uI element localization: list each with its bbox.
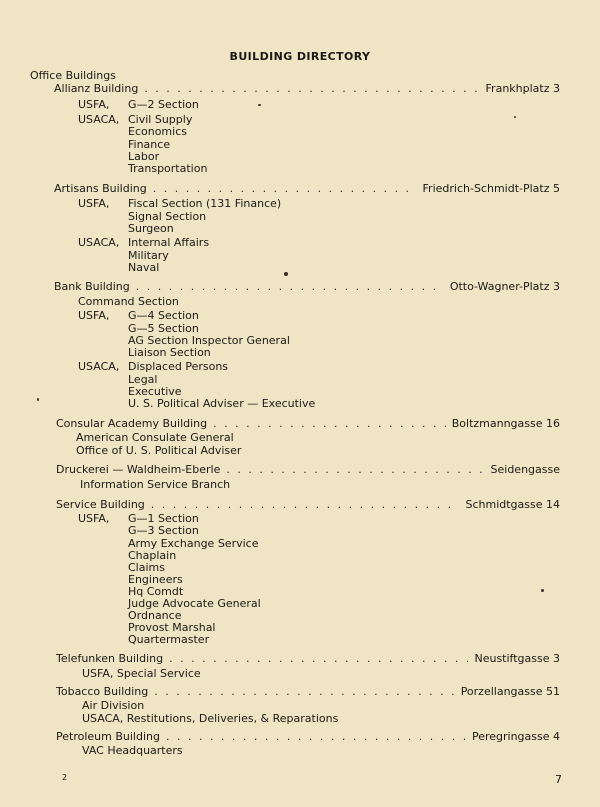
section-line: Information Service Branch	[80, 478, 231, 491]
section-line: Air Division	[82, 699, 145, 712]
building-entry-artisans	[54, 182, 560, 195]
paper-speck	[514, 116, 516, 118]
leader-dots	[144, 82, 479, 95]
section-line: G—3 Section	[128, 524, 199, 537]
building-name: Allianz Building	[54, 82, 139, 95]
section-line: Economics	[128, 125, 187, 138]
building-entry-allianz	[54, 82, 560, 95]
section-line: USACA, Restitutions, Deliveries, & Reparations	[82, 712, 339, 725]
section-line: Office of U. S. Political Adviser	[76, 444, 242, 457]
building-address: Peregringasse 4	[471, 730, 560, 743]
section-line: Command Section	[78, 295, 179, 308]
section-line: Ordnance	[128, 609, 182, 622]
section-line: U. S. Political Adviser — Executive	[128, 397, 316, 410]
leader-dots	[166, 730, 466, 743]
leader-dots	[169, 652, 468, 665]
building-name: Tobacco Building	[56, 685, 149, 698]
section-line: Liaison Section	[128, 346, 211, 359]
section-line: Finance	[128, 138, 171, 151]
building-name: Druckerei — Waldheim-Eberle	[56, 463, 221, 476]
section-line: AG Section Inspector General	[128, 334, 290, 347]
section-line: Transportation	[128, 162, 208, 175]
paper-speck	[258, 104, 261, 106]
leader-dots	[226, 463, 484, 476]
leader-dots	[136, 280, 444, 293]
building-address: Friedrich-Schmidt-Platz 5	[422, 182, 560, 195]
section-line: Chaplain	[128, 549, 177, 562]
building-entry-petroleum	[56, 730, 560, 743]
section-line: USACA, Internal Affairs	[78, 236, 210, 249]
section-line: USACA, Civil Supply	[78, 113, 193, 126]
section-line: USACA, Displaced Persons	[78, 360, 229, 373]
building-name: Service Building	[56, 498, 145, 511]
section-line: Labor	[128, 150, 160, 163]
leader-dots	[151, 498, 460, 511]
section-line: Provost Marshal	[128, 621, 216, 634]
building-name: Telefunken Building	[56, 652, 164, 665]
leader-dots	[153, 182, 417, 195]
section-line: Legal	[128, 373, 158, 386]
building-name: Bank Building	[54, 280, 130, 293]
building-entry-tobacco	[56, 685, 560, 698]
paper-speck	[541, 589, 544, 592]
building-entry-consular-academy	[56, 417, 560, 430]
section-line: VAC Headquarters	[82, 744, 183, 757]
building-address: Neustiftgasse 3	[474, 652, 560, 665]
building-entry-service	[56, 498, 560, 511]
building-address: Schmidtgasse 14	[465, 498, 560, 511]
building-name: Consular Academy Building	[56, 417, 208, 430]
section-line: Judge Advocate General	[128, 597, 261, 610]
section-line: Military	[128, 249, 169, 262]
section-line: Surgeon	[128, 222, 174, 235]
section-line: USFA, G—1 Section	[78, 512, 199, 525]
building-address: Boltzmanngasse 16	[451, 417, 560, 430]
building-name: Petroleum Building	[56, 730, 160, 743]
leader-dots	[213, 417, 446, 430]
section-line: Engineers	[128, 573, 183, 586]
leader-dots	[154, 685, 454, 698]
page-title: BUILDING DIRECTORY	[229, 50, 371, 63]
section-line: Executive	[128, 385, 182, 398]
section-line: American Consulate General	[76, 431, 234, 444]
footer-mark: 2	[62, 773, 68, 782]
category-heading: Office Buildings	[30, 69, 116, 82]
building-entry-telefunken	[56, 652, 560, 665]
paper-speck	[37, 398, 39, 401]
building-address: Seidengasse	[490, 463, 560, 476]
paper-speck	[284, 272, 288, 276]
section-line: Hq Comdt	[128, 585, 184, 598]
building-address: Porzellangasse 51	[460, 685, 560, 698]
building-entry-druckerei	[56, 463, 560, 476]
building-address: Otto-Wagner-Platz 3	[449, 280, 560, 293]
section-line: G—5 Section	[128, 322, 199, 335]
building-entry-bank	[54, 280, 560, 293]
section-line: Signal Section	[128, 210, 207, 223]
section-line: Naval	[128, 261, 160, 274]
section-line: USFA, Fiscal Section (131 Finance)	[78, 197, 282, 210]
section-line: USFA, G—4 Section	[78, 309, 199, 322]
section-line: USFA, G—2 Section	[78, 98, 199, 111]
building-name: Artisans Building	[54, 182, 147, 195]
page-number: 7	[555, 773, 562, 786]
section-line: Quartermaster	[128, 633, 210, 646]
section-line: Army Exchange Service	[128, 537, 259, 550]
building-address: Frankhplatz 3	[485, 82, 560, 95]
section-line: Claims	[128, 561, 165, 574]
section-line: USFA, Special Service	[82, 667, 201, 680]
